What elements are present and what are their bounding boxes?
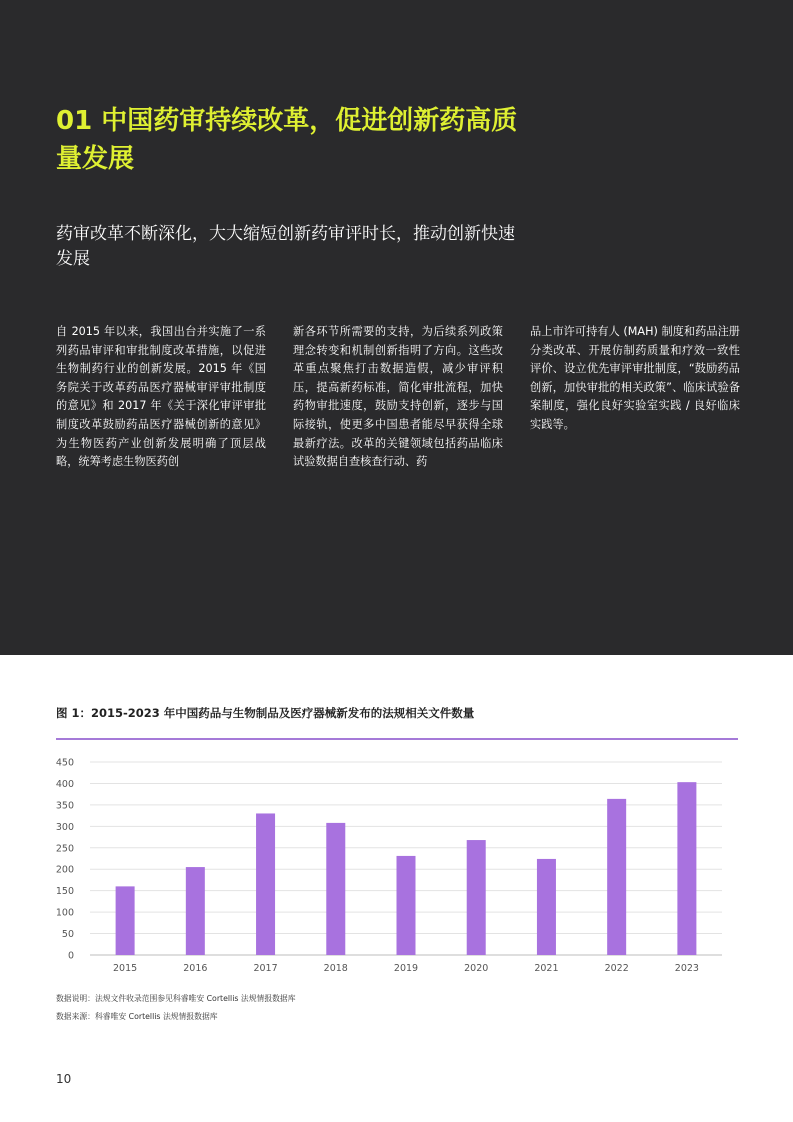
y-tick-label: 200 (55, 864, 74, 876)
bar (256, 813, 275, 955)
body-column-1: 自 2015 年以来，我国出台并实施了一系列药品审评和审批制度改革措施，以促进生物制药行业的创新发展。2015 年《国务院关于改革药品医疗器械审评审批制度的意见》和 2017 年《关于深化审评审批制度改革鼓励药品医疗器械创新的意见》为生物医药产业创新发展明确了顶层战略，统筹考虑生物医药创 (56, 325, 266, 469)
x-tick-label: 2016 (183, 963, 208, 974)
x-tick-label: 2021 (534, 963, 559, 974)
y-tick-label: 250 (55, 843, 74, 855)
y-tick-label: 450 (55, 757, 74, 769)
y-tick-label: 0 (67, 950, 74, 962)
figure-title: 图 1：2015-2023 年中国药品与生物制品及医疗器械新发布的法规相关文件数量 (56, 706, 475, 720)
figure-data-source: 数据来源：科睿唯安 Cortellis 法规情报数据库 (56, 1012, 218, 1021)
page-number: 10 (56, 1072, 72, 1086)
y-tick-label: 100 (55, 907, 74, 919)
bar-chart (40, 750, 740, 980)
x-tick-label: 2020 (464, 963, 489, 974)
bar (116, 886, 135, 955)
x-tick-label: 2019 (393, 963, 419, 974)
y-tick-label: 400 (55, 778, 74, 790)
section-subheading: 药审改革不断深化，大大缩短创新药审评时长，推动创新快速发展 (56, 224, 515, 269)
bar (186, 867, 205, 955)
y-tick-label: 300 (55, 821, 74, 833)
bar (537, 859, 556, 955)
body-column-2: 新各环节所需要的支持，为后续系列政策理念转变和机制创新指明了方向。这些改革重点聚焦打击数据造假，减少审评积压，提高新药标准，简化审批流程，加快药物审批速度，鼓励支持创新，逐步与国际接轨，使更多中国患者能尽早获得全球最新疗法。改革的关键领域包括药品临床试验数据自查核查行动、药 (293, 325, 503, 469)
y-tick-label: 350 (55, 800, 74, 812)
y-tick-label: 50 (61, 929, 74, 941)
bar (326, 823, 345, 955)
figure-data-note: 数据说明：法规文件收录范围参见科睿唯安 Cortellis 法规情报数据库 (56, 994, 296, 1003)
y-tick-label: 150 (55, 886, 74, 898)
x-tick-label: 2015 (113, 963, 138, 974)
body-column-3: 品上市许可持有人 (MAH) 制度和药品注册分类改革、开展仿制药质量和疗效一致性评价、设立优先审评审批制度，“鼓励药品创新，加快审批的相关政策”、临床试验备案制度，强化良好实验室实践 / 良好临床实践等。 (530, 325, 740, 431)
bar (677, 782, 696, 955)
bar (467, 840, 486, 955)
bar (397, 856, 416, 955)
x-tick-label: 2017 (253, 963, 278, 974)
x-tick-label: 2022 (604, 963, 629, 974)
x-tick-label: 2023 (674, 963, 699, 974)
section-heading: 01 中国药审持续改革，促进创新药高质量发展 (56, 106, 518, 174)
x-tick-label: 2018 (323, 963, 348, 974)
bar (607, 799, 626, 955)
figure-title-rule (56, 738, 738, 740)
